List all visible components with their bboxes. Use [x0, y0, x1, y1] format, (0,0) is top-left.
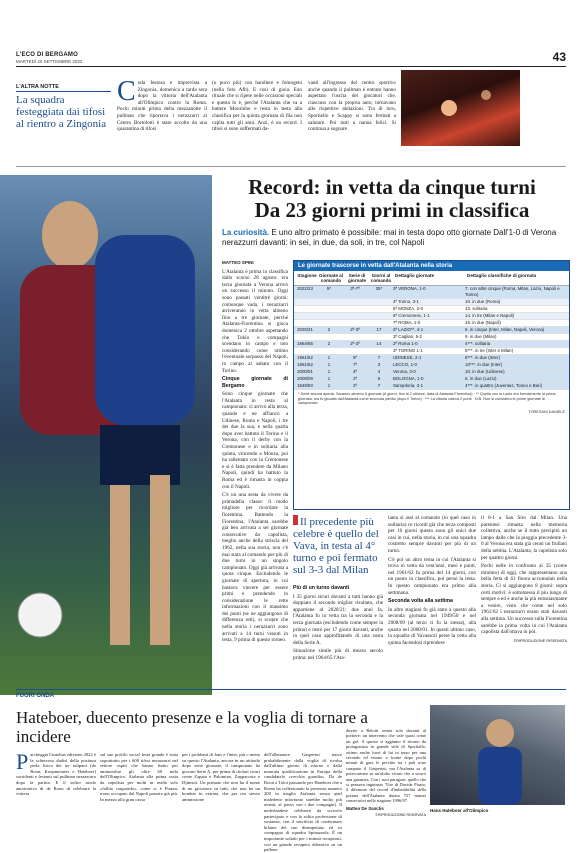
masthead-date: MARTEDÌ 20 SETTEMBRE 2022: [16, 59, 83, 64]
bottom-col-5: [346, 728, 426, 821]
table-cell: 7ª: [352, 362, 358, 367]
main-paragraph: lanta si assi al comando (in quel caso in solitaria) ce ricordi già che terza composti per 16 giorni questo sono gli unici due casi in cui, nella storia, in cui una squadra costretto sempre davanti per più di un turno.: [388, 515, 476, 554]
main-paragraph: C'è poi un altro tema in cui l'Atalanta si trova in vetta da vent'anni, mesi e punti, nel 1961/62 fu prima del 14 giorni, con un punto in classifica, poi perse la testa. In questo campionato era primo alla settimana.: [388, 556, 476, 596]
table-cell: [316, 348, 342, 354]
player-leg: [110, 485, 130, 645]
table-row: [294, 286, 569, 299]
table-row: [294, 306, 569, 313]
pull-quote-text: Il precedente più celebre è quello del Vava, in testa al 4° turno e poi fermato sul 3-3 dal Milan: [293, 516, 379, 576]
table-cell: 2ª Roma 1-0: [393, 341, 418, 346]
section-subtitle: Più di un turno davanti: [293, 585, 350, 591]
atalanta-shirt: [95, 235, 195, 425]
main-paragraph: Pochi nelle in confronto ai 35 (come minimo) di oggi, che rappresentano una bella fetta di 61 finora accumulati nella storia. Ci si aggiungono 8 giorni: sopra certi motivi: è sottomessa il piu lungo di sempre e ed è anche la più entusiasmante a venire, visto che come nel solo 1961/62 i nerazzurri erano stati davanti alla settima. Un successo sulla Fiorentina sarebbe la prima volta in cui l'Atalanta capolista dall'ottava in poi.: [481, 563, 567, 636]
hateboer-photo: [430, 705, 565, 805]
top-col-1: [117, 76, 207, 133]
top-story-kicker-box: [16, 84, 111, 130]
table-cell: UDINESE, 2-1: [393, 355, 422, 360]
table-cell: 1964/65: [297, 341, 313, 346]
bottom-col-4: dell'allenatore Gasperini nasce probabilmente dalla voglia di rivalsa dall'ultimo giorno di ritorno e dalla mancata qualificazione in Europa della candidatela «vecchia guardia». Da de Roon a Toloi passando per Hateboer che a Roma ha collezionato la presenza numero 200 in maglia Atalanta senza quel maledetto infortunio sarebbe molto più avanti, al passo con i due compagni). Il nederlandese celebrerà da scrivolo partecipato e con la solita professione di sostanza, con il sacrificio di confermare bilante del suo dirimpettaio ed ex compagno di squadra Spinazzola. È un importante soltalo per i minuti recuperati, con un grande recupero difensivo su un pallone: [264, 752, 342, 853]
main-paragraph: In altre stagioni fu già stato a questo alla seconda giornata nel 1949/50 e nel 2008/09 (al terzo ci fu la stessa), alla quarta nel 2000/01. In questi ultimo caso, la squadra di Vavassori perse la vetta alla quinta facendosi riprendere: [388, 606, 476, 646]
main-subhead: [222, 228, 562, 248]
section-subtitle: Cinque giornate di Bergamo: [222, 376, 288, 389]
table-cell: 3ª TORINO 1-1: [393, 348, 423, 353]
table-cell: 14: [376, 341, 382, 346]
table-cell: 2ª LAZIO**, 4-1: [393, 327, 424, 332]
table-cell: 35*: [375, 286, 383, 291]
main-col-4: [481, 515, 567, 646]
col-header: Stagione: [297, 273, 317, 278]
subhead-label: La curiosità.: [222, 228, 270, 237]
col-header: Dettaglio classifiche di giornata: [467, 273, 537, 278]
table-cell: 5***. in tre (Inter e Milan): [465, 348, 514, 353]
table-cell: 7: [377, 355, 381, 360]
table-credit: TORESANI DANIELE: [528, 409, 565, 414]
table-cell: 2ª-3ª: [350, 341, 360, 346]
section-divider: [16, 166, 566, 167]
hateboer-illustration: [430, 705, 565, 805]
table-cell: 3: [377, 362, 381, 367]
table-cell: 2022/23: [297, 286, 313, 291]
players-illustration: [0, 175, 212, 695]
pull-quote-mark: [293, 515, 298, 525]
bottom-divider: [16, 689, 566, 690]
table-row: [294, 313, 569, 320]
table-cell: [342, 313, 368, 319]
bottom-headline: Hateboer, duecento presenze e la voglia di tornare a incidere: [16, 708, 368, 746]
table-cell: 4: [377, 369, 381, 374]
table-cell: 5ª: [352, 355, 358, 360]
table-cell: 17: [376, 327, 382, 332]
table-cell: LECCO, 1-0: [393, 362, 417, 367]
main-paragraph: L'Atalanta è prima in classifica dallo scorso 28 agosto: era terza giornata a Verona arrivò un successo il minuto. Oggi sono passati ventitré giorni: comunque vada, i nerazzurri arriveranno in vetta almeno fino a tre giornate, perché Atalanta-Fiorentina si gioca domenica 2 ottobre aspettando che Tokio e compagni scendano in campo e non considerando come ottimo l'eventuale sorpasso del Napoli, in campo al sabato con il Torino.: [222, 268, 288, 374]
table-cell: 2: [327, 341, 331, 346]
table-cell: 2ª: [352, 383, 358, 388]
table-cell: 3ª-7ª: [350, 286, 360, 291]
headline-line-1: Record: in vetta da cinque turni: [248, 175, 536, 199]
table-title: Le giornate trascorse in vetta dall'Atalanta nella storia: [294, 261, 569, 271]
player-head: [486, 719, 514, 747]
table-notes: * Serie ancora aperta. Saranno almeno 5 giornate (6 giorni, fino al 2 ottobre, data di Atalanta-Fiorentina) · ** Quella con la Lazio era formalmente la prima giornata, ma fu giocata dall'Atalanta come seconda partita (dopo il Torino) · *** La vittoria valeva 2 punti · N.B. Non si considera le prime giornate di campionato: [298, 392, 556, 406]
table-cell: [342, 334, 368, 340]
top-col-3: vanti all'ingresso del centro sportivo anche quando il pullman è entrato hanno aspettato l'uscita dei giocatori che, ciascuno con la propria auto, tornavano alle rispettive abitazioni. Tra di loro, Sportiello e Scappy si sono fermati a salutare. Poi tutti a nanna felici. Si continua a sognare.: [308, 80, 396, 133]
table-cell: 2000/01: [297, 369, 313, 374]
main-headline: [222, 176, 562, 222]
main-paragraph: il 0-1 a San Siro dal Milan. Una parentesi rimasta nella memoria collettiva, anche se il tutto precipitò un lampo dalle che la pioggia precedente 3-0 al Verona era stata già cenni un frullato della nebbia. L'Atalanta, la capolista solo per quattro giorni.: [481, 515, 567, 561]
bottom-col-3: per i problemi di Jans e l'inter, più o meno su questo l'Atalanta, ancora in un attitudo dopo sette giornate, il campionato ha giocato Serie A, per prima di titolari sicuri come Zapata e Palomino, Zappacosta e Djimsiti. Un primato che non ha il nome di un giocatore su tutti, che non ha un bomber in vetrina, che per ora stesso ammissione: [182, 752, 260, 802]
photo-caption: Hans Hateboer all'Olimpico: [430, 808, 489, 813]
bottom-col-2: sul suo profilo social festa grande è stata soprattutto per i 600 tifosi nerazzurri nel settore ospiti che hanno finito per ammutolire gli oltre 60 mila dell'Olimpico. Atalanta alla prima sosta da capolista per molti in realtà solo «fallito traguardo», come si è Piazza, trono occupato dal Napoli passato già più. In mezzo alla gran cassa: [100, 752, 178, 802]
headline-line-2: Da 23 giorni primi in classifica: [254, 198, 530, 222]
top-dropcap: C: [117, 76, 136, 107]
table-cell: 6. in cinque (Inter, Milan, Napoli, Verona): [465, 327, 545, 332]
main-paragraph: I 35 giorni sicuri davanti a tutti hanno già doppiato il secondo miglior risultato, che appartiene al 2020/21: due anni fa, l'Atalanta fu in vetta tra la seconda e la terza giornata (escludendo come sempre la prima) e restò per 17 giorni davanti, anche in quel caso approfittando di una sosta della Serie A.: [293, 593, 383, 646]
top-kicker: L'ALTRA NOTTE: [16, 84, 111, 92]
table-cell: 2: [327, 327, 331, 332]
table-cell: [316, 306, 342, 312]
table-cell: 6ª Cremonese, 1-1: [393, 313, 430, 318]
col-header: Dettaglio giornate: [395, 273, 435, 278]
table-cell: [316, 299, 342, 305]
table-cell: [294, 299, 316, 305]
table-cell: [368, 320, 390, 326]
table-cell: 7: [377, 383, 381, 388]
table-cell: 2020/21: [297, 327, 313, 332]
table-cell: BOLOGNA, 1-0: [393, 376, 424, 381]
football: [18, 593, 62, 637]
table-cell: [342, 348, 368, 354]
top-col1-text: oda festosa e imprevista a Zingonia, domenica a tarda sera dopo la vittoria dell'Atalanta all'Olimpico contro la Roma. Pochi minuti prima della mezzanotte il pullman che riportava i nerazzurri al Centro Bortolotti è stato accolto da una quarantina di tifosi: [117, 80, 207, 133]
table-cell: 8***. in due (Inter): [465, 355, 500, 360]
col-header: Serie di giornate: [347, 273, 367, 283]
table-cell: 4***. in quattro (Juventus, Torino e Bari): [465, 383, 543, 388]
table-cell: 1: [327, 355, 331, 360]
table-cell: [342, 299, 368, 305]
main-paragraph: Situazione simile più di mezzo secolo prima: nel 1964/65 l'Ata-: [293, 648, 383, 661]
fans-photo: [401, 70, 520, 146]
table-cell: 1: [327, 376, 331, 381]
table-cell: [294, 313, 316, 319]
table-row: [294, 341, 569, 348]
table-cell: [368, 334, 390, 340]
table-cell: 2ª: [352, 376, 358, 381]
match-photo: [0, 175, 212, 695]
table-cell: 1: [327, 383, 331, 388]
masthead-rule: [16, 66, 566, 67]
table-row: [294, 320, 569, 327]
table-cell: [294, 334, 316, 340]
top-headline: La squadra festeggiata dai tifosi al rientro a Zingonia: [16, 94, 107, 130]
table-cell: 10. in due (Udinese): [465, 369, 505, 374]
bottom-kicker: FUORI ONDA: [16, 693, 54, 699]
table-cell: [368, 306, 390, 312]
table-cell: 1961/62: [297, 355, 313, 360]
table-cell: 5*: [326, 286, 332, 291]
table-cell: 4ª: [352, 369, 358, 374]
table-cell: 2008/09: [297, 376, 313, 381]
col-header: Giorni al comando: [370, 273, 392, 283]
section-subtitle: Seconda volta alla settima: [388, 598, 453, 605]
table-cell: 10. in due (Roma): [465, 299, 501, 304]
table-cell: [316, 313, 342, 319]
table-cell: 4ª Torino, 3-1: [393, 299, 419, 304]
table-row: [294, 355, 569, 362]
table-cell: 15. in due (Napoli): [465, 320, 501, 325]
table-cell: [294, 320, 316, 326]
table-cell: [368, 299, 390, 305]
player-head: [42, 201, 98, 269]
page-number: 43: [552, 50, 566, 64]
table-row: [294, 376, 569, 383]
bottom-paragraph: diretto a Belotti ormai solo davanti al portiere: un intervento che vale quasi come un gol. A questo si aggiunto il ritorno da protagonista in grande stile di Sportiello, ottimo anche fuori di lui in terzo per una secondo ed estrato a fronte dopo pochi minuti di gara le pecchie tra i pali sono computo il Gasperini, ma l'Atalanta sa di potercontare su un'ululio sicuro che a sicuro una garanzia. Con i suoi paragoni, quello che si pensava inguinato 'Vito di Davide Pisato, il difensore del record d'imbattibilità della portata dell'Atalanta durata 757 minuti consecutivi nella stagione 1996/97.: [346, 728, 426, 804]
table-cell: 7. con altre cinque (Roma, Milan, Lazio, Napoli e Torino): [465, 286, 560, 297]
table-cell: 5ª MONZA, 2-0: [393, 306, 423, 311]
table-cell: 6. in due (Lazio): [465, 376, 497, 381]
table-cell: 1949/50: [297, 383, 313, 388]
bottom-credit: ©RIPRODUZIONE RISERVATA: [375, 813, 426, 818]
table-cell: 9. in due (Milan): [465, 334, 497, 339]
table-cell: 13. solitaria: [465, 306, 488, 311]
table-cell: [316, 334, 342, 340]
table-cell: 4***. solitaria: [465, 341, 491, 346]
bottom-col1-text: archeggia l'autobus edizione 2022 è la scherzosa dialisi della positura perla fisica dei tre tulipani (de Roon, Koopmeiners e Hateboer) sorridenti e festanti sul pullman nerazzurro dopo la partita. E il soltro modo autoironico di de Roon di celebrare la vittoria: [16, 752, 96, 797]
table-row: [294, 299, 569, 306]
table-body: [294, 286, 569, 390]
pull-quote: [293, 515, 383, 576]
credit: ©RIPRODUZIONE RISERVATA: [513, 638, 567, 643]
table-row: [294, 369, 569, 376]
bottom-dropcap: P: [16, 749, 29, 774]
table-cell: 3ª Cagliari, 5-2: [393, 334, 422, 339]
table-cell: 1: [327, 369, 331, 374]
table-cell: [368, 313, 390, 319]
table-row: [294, 334, 569, 341]
bottom-byline: Matteo De Sanctis: [346, 805, 384, 811]
table-row: [294, 362, 569, 369]
main-col-5: [293, 585, 383, 664]
table-cell: Verona, 3-0: [393, 369, 416, 374]
table-cell: [342, 320, 368, 326]
table-cell: 3ª VERONA, 1-0: [393, 286, 426, 291]
main-col-3: [388, 515, 476, 648]
table-cell: 1961/62: [297, 362, 313, 367]
bottom-col-1: [16, 749, 96, 797]
table-cell: [368, 348, 390, 354]
table-cell: [342, 306, 368, 312]
table-cell: [294, 306, 316, 312]
table-cell: 7ª ROMA, 1-0: [393, 320, 421, 325]
byline: MATTEO SPINI: [222, 260, 254, 265]
table-cell: Sampdoria, 3-1: [393, 383, 424, 388]
player-shirt: [478, 747, 522, 805]
top-col-2: (o poco più) con bandiere e fumogeni (nella foto Afb). E così di gioia. Eun rituale che si ripete nelle occasioni speciali e questa lo è, perché l'Atalanta che va a battere Mourinho e resta in testa alla classifica per la quinta giornata di fila non capita tutti gli anni. Anzi, è un record. I tifosi si sono soffermati da-: [212, 80, 302, 133]
table-cell: [316, 320, 342, 326]
table-row: [294, 327, 569, 334]
table-cell: 14. in tre (Milan e Napoli): [465, 313, 515, 318]
table-cell: 1: [327, 362, 331, 367]
table-cell: 2ª-3ª: [350, 327, 360, 332]
masthead-name: L'ECO DI BERGAMO: [16, 52, 78, 58]
player-leg: [150, 475, 170, 645]
main-paragraph: C'è un una sesta da vivere da primadella classe: il modo migliore per ricordare la fiorentina. Battendo la Fiorentina, l'Atalanta sarebbe già ben arrivata a sei giornate consecutive da capolista, meglio anche della striscia del 1962, nella sua storia, non c'è mai stata al comando per più di due turni in un singolo campionato. Oggi già arrivata a quota cinque. Escludendo le giornate di apertura, in cui bastava vincere per essere primi e prendendo in considerazione le rette informazioni con il massimo dei punti (se ne aggiungono di differenza reti), si scopre che nella storia i nerazzurri sono arrivati a 14 turni vissuti in testa, 9 prima di questo torneo.: [222, 492, 288, 644]
table-header: [294, 271, 569, 286]
flare-light: [481, 90, 491, 100]
standings-table: [293, 260, 570, 510]
table-cell: 6: [377, 376, 381, 381]
table-cell: [294, 348, 316, 354]
main-col-1: [222, 260, 288, 646]
table-row: [294, 383, 569, 390]
table-cell: 10***. in due (Inter): [465, 362, 503, 367]
main-paragraph: Sono cinque giornate che l'Atalanta in testa al campionato: ci arrivò alla terza, quando e ne affiancò a Udinese, Roma e Napoli, i tre dei due la sua, e nella quarta dopo aver battuto il Torino e il Verona, con il derby con la Cremonese e in solitaria alla quinta, vincendo a Monza, poi ha rallentato con la Cremonese e si è fatta prendere da Milano Napoli, quindi ha battuto la Roma ed è rimasta in coppia con il Napoli.: [222, 391, 288, 490]
subhead-text: E uno altro primato è possibile: mai in testa dopo otto giornate Dall'1-0 di Verona nerazzurri davanti: in sei, in due, da soli, in tre, col Napoli: [222, 228, 557, 247]
col-header: Giornate al comando: [319, 273, 343, 283]
table-row: [294, 348, 569, 355]
flare-light: [441, 100, 457, 116]
